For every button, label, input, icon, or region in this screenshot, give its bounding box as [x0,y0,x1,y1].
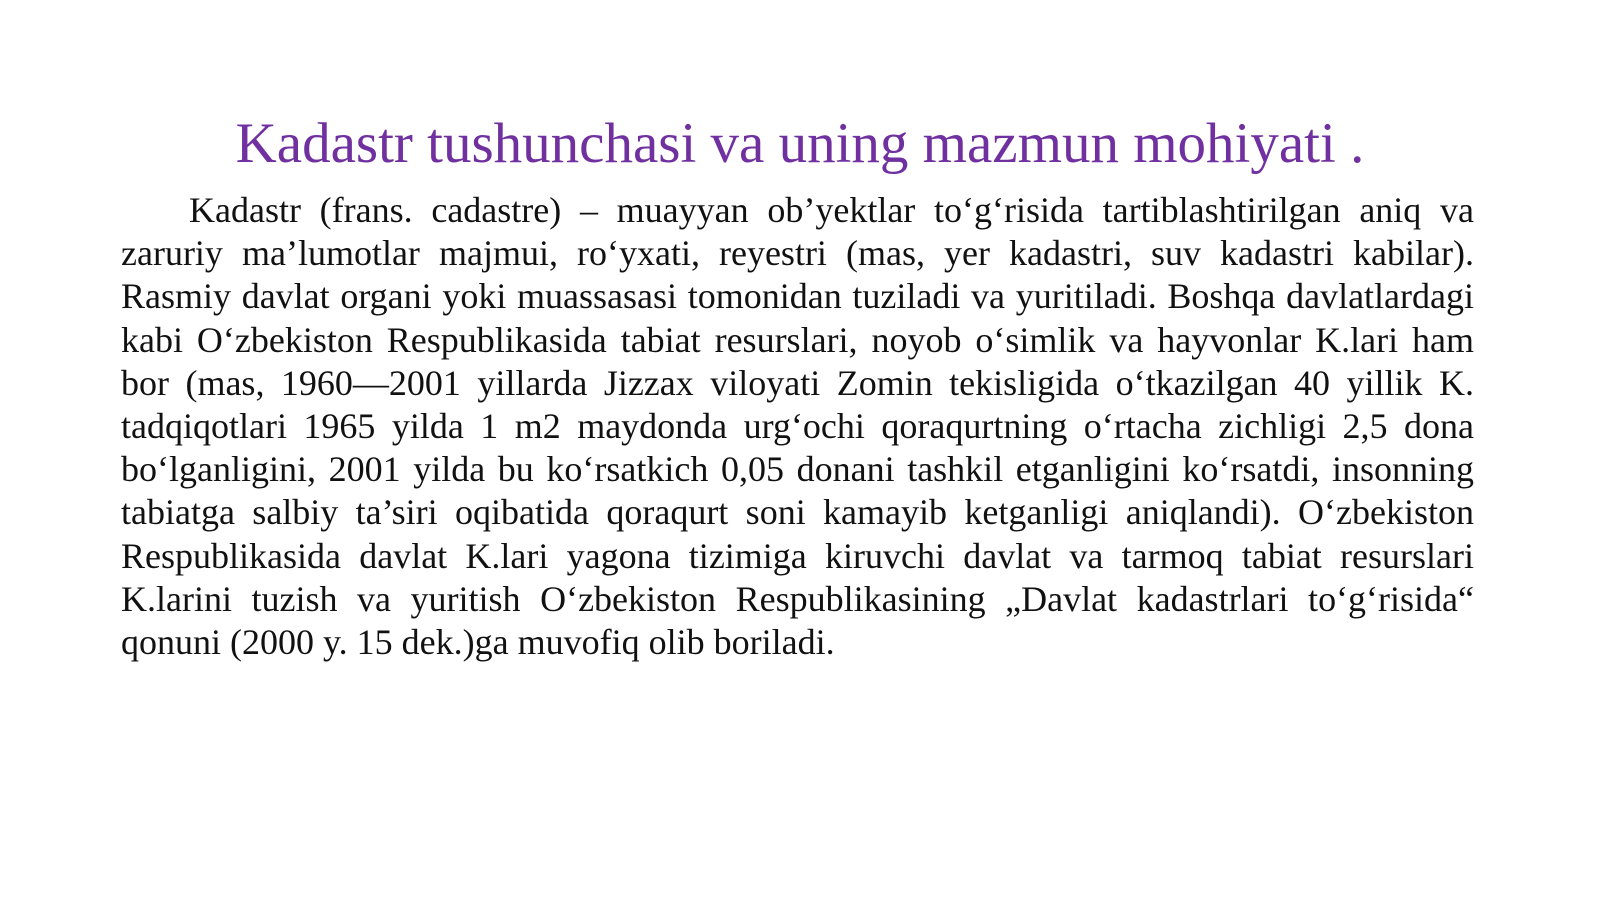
slide-body-paragraph: Kadastr (frans. cadastre) – muayyan ob’yektlar to‘g‘risida tartiblashtirilgan aniq va zaruriy ma’lumotlar majmui, ro‘yxati, reyestri (mas, yer kadastri, suv kadastri kabilar). Rasmiy davlat organi yoki muassasasi tomonidan tuziladi va yuritiladi. Boshqa davlatlardagi kabi O‘zbekiston Respublikasida tabiat resurslari, noyob o‘simlik va hayvonlar K.lari ham bor (mas, 1960—2001 yillarda Jizzax viloyati Zomin tekisligida o‘tkazilgan 40 yillik K. tadqiqotlari 1965 yilda 1 m2 maydonda urg‘ochi qoraqurtning o‘rtacha zichligi 2,5 dona bo‘lganligini, 2001 yilda bu ko‘rsatkich 0,05 donani tashkil etganligini ko‘rsatdi, insonning tabiatga salbiy ta’siri oqibatida qoraqurt soni kamayib ketganligi aniqlandi). O‘zbekiston Respublikasida davlat K.lari yagona tizimiga kiruvchi davlat va tarmoq tabiat resurslari K.larini tuzish va yuritish O‘zbekiston Respublikasining „Davlat kadastrlari to‘g‘risida“ qonuni (2000 y. 15 dek.)ga muvofiq olib boriladi. [121,190,1474,663]
slide-title: Kadastr tushunchasi va uning mazmun mohiyati . [235,112,1365,175]
